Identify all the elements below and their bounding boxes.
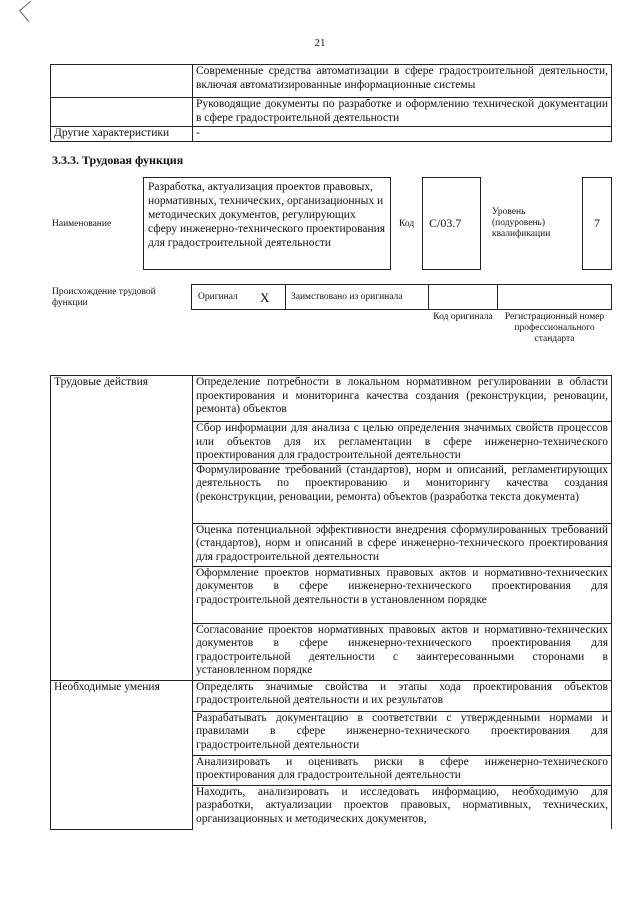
name-label: Наименование	[52, 219, 112, 229]
origin-reg-caption: Регистрационный номер профессионального стандарта	[504, 312, 605, 344]
code-value-box: С/03.7	[422, 177, 481, 270]
labor-action-item: Согласование проектов нормативных правовых актов и нормативно-технических документов в сфере инженерно-технического проектирования для градостроительной деятельности с заинтересованными сторонами в установленном порядке	[193, 623, 612, 680]
function-name-box: Разработка, актуализация проектов правовых, нормативных, технических, организационных и методических документов, регулирующих сферу инженерно-технического проектирования для градостроительной деятельности	[143, 177, 391, 270]
section-heading: 3.3.3. Трудовая функция	[52, 153, 184, 167]
origin-code-cell	[428, 284, 498, 310]
labor-function-table	[50, 375, 612, 830]
original-mark: X	[260, 290, 270, 305]
scan-corner-mark	[19, 1, 40, 22]
original-cell	[191, 284, 286, 310]
original-label: Оригинал	[198, 292, 238, 302]
labor-action-item: Оценка потенциальной эффективности внедрения сформулированных требований (стандартов), норм и описаний в сфере инженерно-технического проектирования для градостроительной деятельности	[193, 523, 612, 566]
empty-label-cell	[51, 98, 193, 127]
origin-label: Происхождение трудовой функции	[52, 287, 156, 308]
level-label: Уровень (подуровень) квалификации	[492, 207, 551, 239]
level-value-box: 7	[582, 177, 612, 270]
labor-actions-label: Трудовые действия	[51, 376, 193, 681]
code-label: Код	[399, 219, 415, 229]
skill-item: Анализировать и оценивать риски в сфере инженерно-технического проектирования для градостроительной деятельности	[193, 755, 612, 785]
characteristics-row: Современные средства автоматизации в сфере градостроительной деятельности, включая автоматизированные информационные системы	[193, 65, 612, 98]
empty-label-cell	[51, 65, 193, 98]
characteristics-table	[50, 64, 612, 142]
origin-code-caption: Код оригинала	[433, 312, 493, 322]
borrowed-label: Заимствовано из оригинала	[291, 292, 403, 302]
other-characteristics-value: -	[193, 127, 612, 142]
labor-action-item: Оформление проектов нормативных правовых актов и нормативно-технических документов в сфере инженерно-технического проектирования для градостроительной деятельности в установленном порядке	[193, 566, 612, 623]
labor-action-item: Определение потребности в локальном нормативном регулировании в области проектирования и мониторинга качества создания (реконструкции, реновации, ремонта) объектов	[193, 376, 612, 422]
other-characteristics-label: Другие характеристики	[51, 127, 193, 142]
origin-reg-cell	[497, 284, 612, 310]
skill-item: Находить, анализировать и исследовать информацию, необходимую для разработки, актуализации проектов правовых, нормативных, технических, организационных и методических документов,	[193, 785, 612, 829]
characteristics-row: Руководящие документы по разработке и оформлению технической документации в сфере градостроительной деятельности	[193, 98, 612, 127]
labor-action-item: Сбор информации для анализа с целью определения значимых свойств процессов или объектов для их регламентации в сфере инженерно-технического проектирования для градостроительной деятельности	[193, 422, 612, 464]
skill-item: Определять значимые свойства и этапы хода проектирования объектов градостроительной деятельности и их результатов	[193, 680, 612, 711]
borrowed-cell	[285, 284, 429, 310]
skill-item: Разрабатывать документацию в соответствии с утвержденными нормами и правилами в сфере инженерно-технического проектирования для градостроительной деятельности	[193, 711, 612, 755]
page-number: 21	[314, 37, 326, 49]
skills-label: Необходимые умения	[51, 680, 193, 829]
labor-action-item: Формулирование требований (стандартов), норм и описаний, регламентирующих деятельность по проектированию и мониторингу качества создания (реконструкции, реновации, ремонта) объектов (разработка текста документа)	[193, 463, 612, 523]
